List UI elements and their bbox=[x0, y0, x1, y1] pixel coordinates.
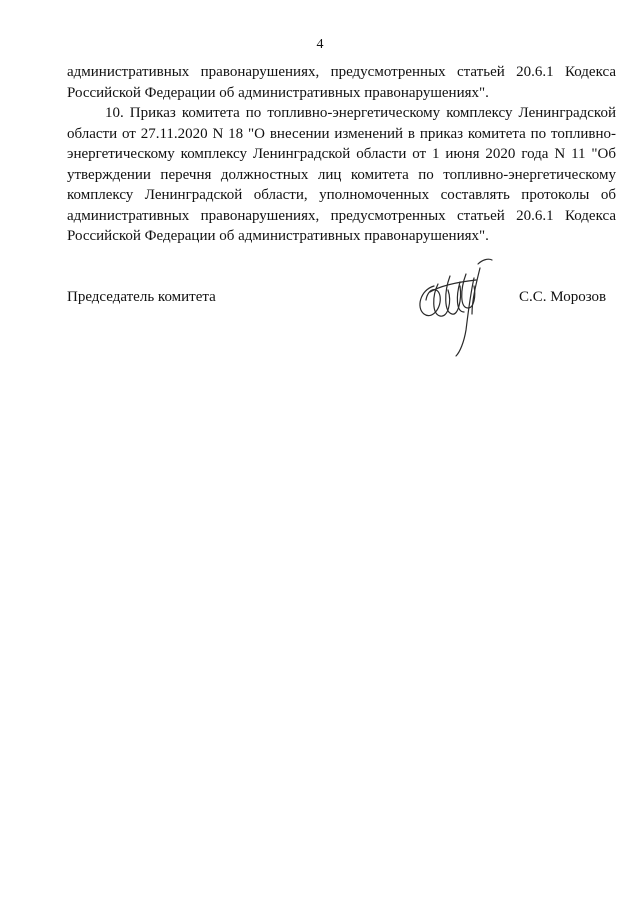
page-number: 4 bbox=[316, 37, 324, 52]
paragraph-continuation: административных правонарушениях, предусмотренных статьей 20.6.1 Кодекса Российской Федерации об административных правонарушениях". bbox=[67, 64, 616, 101]
signatory-name: С.С. Морозов bbox=[519, 289, 607, 305]
signatory-position: Председатель комитета bbox=[67, 289, 216, 305]
document-body bbox=[67, 62, 616, 247]
paragraph-item-10: 10. Приказ комитета по топливно-энергетическому комплексу Ленинградской области от 27.11.2020 N 18 "О внесении изменений в приказ комитета по топливно-энергетическому комплексу Ленинградской области от 1 июня 2020 года N 11 "Об утверждении перечня должностных лиц комитета по топливно-энергетическому комплексу Ленинградской области, уполномоченных составлять протоколы об административных правонарушениях, предусмотренных статьей 20.6.1 Кодекса Российской Федерации об административных правонарушениях". bbox=[67, 105, 616, 244]
handwritten-signature bbox=[410, 256, 500, 360]
